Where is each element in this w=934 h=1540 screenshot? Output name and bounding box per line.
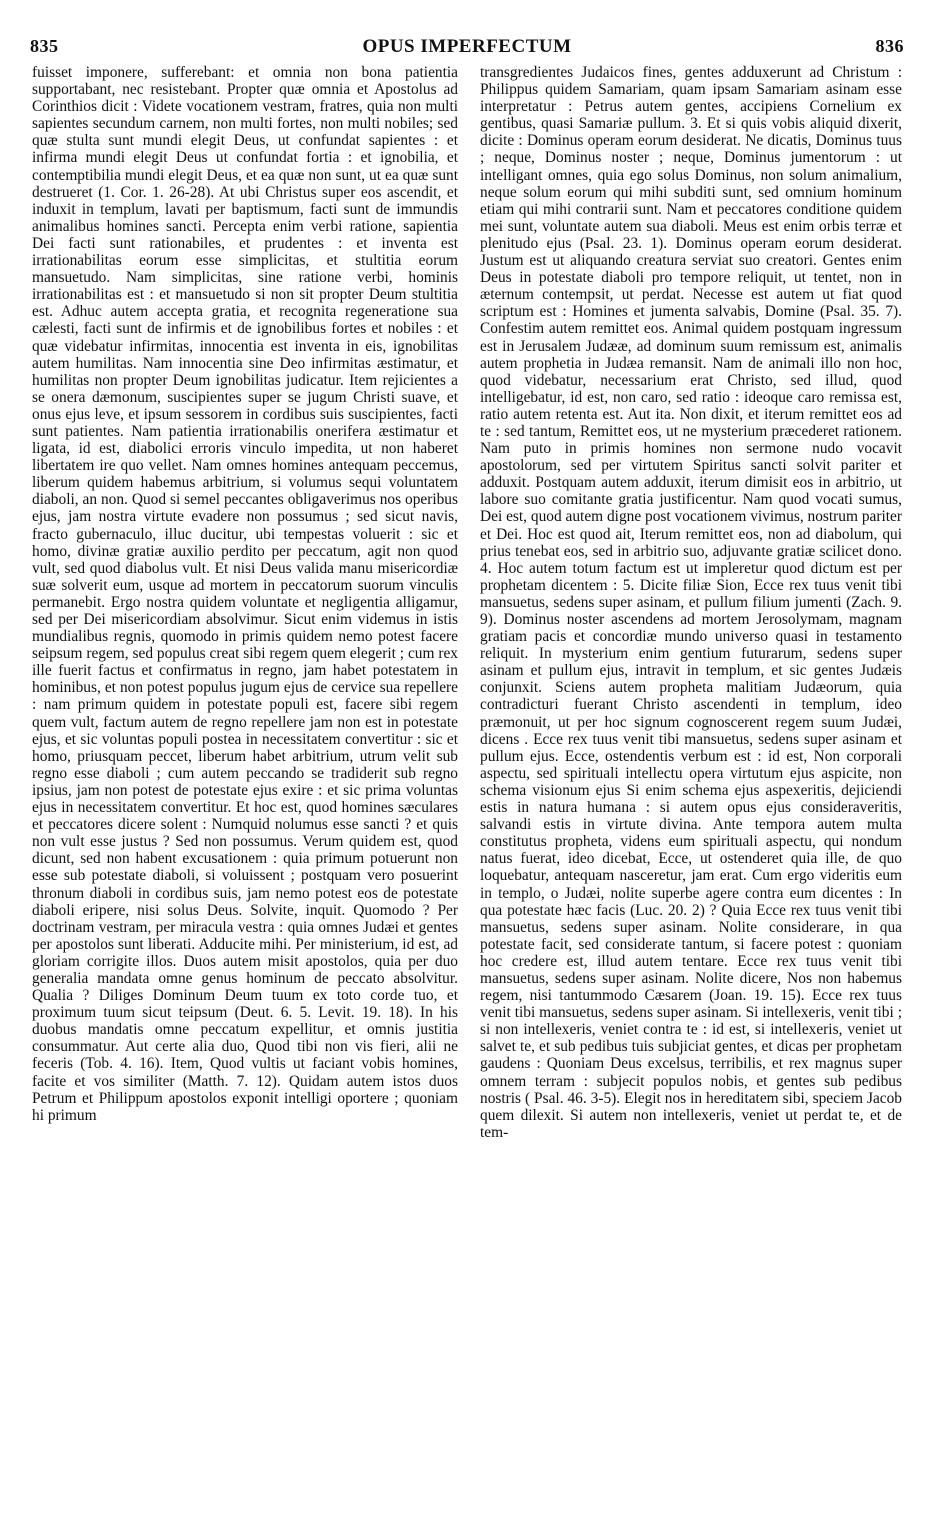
column-right-text: transgredientes Judaicos fines, gentes adduxerunt ad Christum : Philippus quidem Samariam, quam ipsam Samariam asinam esse interpretatur : Petrus autem gentes, accipiens Cornelium ex gentibus, quasi Samariæ pullum. 3. Et si quis vobis aliquid dixerit, dicite : Dominus operam eorum desiderat. Ne dicatis, Dominus tuus ; neque, Dominus noster ; neque, Dominus jumentorum : ut intelligant omnes, quia ego solus Dominus, non solum animalium, neque solum eorum qui mihi subditi sunt, sed omnium hominum etiam qui mihi contrarii sunt. Nam et peccatores conditione quidem mei sunt, voluntate autem sua diaboli. Meus est enim orbis terræ et plenitudo ejus (Psal. 23. 1). Dominus operam eorum desiderat. Justum est ut aliquando creatura serviat suo creatori. Gentes enim Deus in potestate diaboli pro tempore reliquit, ut tentet, non in æternum contempsit, ut perdat. Necesse est autem ut fiat quod scriptum est : Homines et jumenta salvabis, Domine (Psal. 35. 7). Confestim autem remittet eos. Animal quidem postquam ingressum est in Jerusalem Judææ, ad dominum suum remissum est, animalis autem prophetia in Judæa remansit. Nam de animali illo non hoc, quod videbatur, necessarium erat Christo, sed illud, quod intelligebatur, id est, non caro, sed ratio : ideoque caro remissa est, ratio autem retenta est. Aut ita. Non dixit, et iterum remittet eos ad te : sed tantum, Remittet eos, ut ne mysterium præcederet rationem. Nam puto in primis homines non sermone nudo vocavit apostolorum, sed per virtutem Spiritus sancti solvit pariter et adduxit. Postquam autem adduxit, iterum dimisit eos in arbitrio, ut labore suo comitante gratia justificentur. Nam quod vocati sumus, Dei est, quod autem digne post vocationem vivimus, nostrum pariter et Dei. Hoc est quod ait, Iterum remittet eos, non ad diabolum, qui prius tenebat eos, sed in arbitrio suo, adjuvante gratiæ scilicet dono. 4. Hoc autem totum factum est ut impleretur quod dictum est per prophetam dicentem : 5. Dicite filiæ Sion, Ecce rex tuus venit tibi mansuetus, sedens super asinam, et pullum filium jumenti (Zach. 9. 9). Dominus noster ascendens ad mortem Jerosolymam, magnam gratiam pacis et concordiæ mundo universo quasi in testamento reliquit. In mysterium enim gentium futurarum, sedens super asinam et pullum ejus, intravit in templum, et sic gentes Judæis conjunxit. Sciens autem propheta malitiam Judæorum, quia contradicturi fuerant Christo ascendenti in templum, ideo præmonuit, ut per hoc signum cognoscerent regem suum Judæi, dicens . Ecce rex tuus venit tibi mansuetus, sedens super asinam et pullum ejus. Ecce, ostendentis verbum est : id est, Non corporali aspectu, sed spirituali intellectu opera virtutum ejus aspicite, non schema visionum ejus Si enim schema ejus aspexeritis, dejiciendi estis in natura humana : si autem opus ejus consideraveritis, salvandi estis in virtute divina. Ante tempora autem multa constitutus propheta, videns eum spirituali aspectu, qui nondum natus fuerat, ideo dicebat, Ecce, ut ostenderet quia ille, de quo loquebatur, antequam nasceretur, jam erat. Cum ergo videritis eum in templo, o Judæi, nolite superbe agere contra eum dicentes : In qua potestate hæc facis (Luc. 20. 2) ? Quia Ecce rex tuus venit tibi mansuetus, sedens super asinam. Nolite considerare, in qua potestate facit, sed considerate tantum, si facere potest : quoniam hoc credere est, illud autem tentare. Ecce rex tuus venit tibi mansuetus, sedens super asinam. Nolite dicere, Nos non habemus regem, nisi tantummodo Cæsarem (Joan. 19. 15). Ecce rex tuus venit tibi mansuetus, sedens super asinam. Si intellexeris, venit tibi ; si non intellexeris, veniet contra te : id est, si intellexeris, veniet ut salvet te, et sub pedibus tuis subjiciat gentes, et dicas per prophetam gaudens : Quoniam Deus excelsus, terribilis, et rex magnus super omnem terram : subjecit populos nobis, et gentes sub pedibus nostris ( Psal. 46. 3-5). Elegit nos in hereditatem sibi, speciem Jacob quem dilexit. Si autem non intellexeris, veniet ut perdat te, et de tem- [480,64,902,1141]
running-title: OPUS IMPERFECTUM [362,36,572,57]
page-header [30,36,904,66]
column-left-text: fuisset imponere, sufferebant: et omnia non bona patientia supportabant, nec resistebant. Propter quæ omnia et Apostolus ad Corinthios dicit : Videte vocationem vestram, fratres, quia non multi sapientes secundum carnem, non multi fortes, non multi nobiles; sed quæ stulta sunt mundi elegit Deus, ut confundat sapientes : et infirma mundi elegit Deus ut confundat fortia : et ignobilia, et contemptibilia mundi elegit Deus, et ea quæ non sunt, ut ea quæ sunt destrueret (1. Cor. 1. 26-28). At ubi Christus super eos ascendit, et induxit in templum, lavati per baptismum, facti sunt de immundis animalibus homines sancti. Percepta enim verbi ratione, sapientia Dei facti sunt rationabiles, et prudentes : et inventa est irrationabilitas eorum esse simplicitas, et stultitia eorum mansuetudo. Nam simplicitas, sine ratione verbi, hominis irrationabilitas est : et mansuetudo si non sit propter Deum stultitia est. Adhuc autem accepta gratia, et recognita regeneratione sua cælesti, facti sunt de infirmis et de ignobilibus fortes et nobiles : et quæ videbatur infirmitas, innocentia est inventa in eis, ignobilitas autem humilitas. Nam innocentia sine Deo infirmitas æstimatur, et humilitas non propter Deum ignobilitas judicatur. Item rejicientes a se onera dæmonum, suscipientes super se jugum Christi suave, et onus ejus leve, et ipsum sessorem in cordibus suis suscipientes, facti sunt patientes. Nam patientia irrationabilis onerifera æstimatur et ligata, id est, diabolici erroris vinculo impedita, ut non haberet libertatem ire quo vellet. Nam omnes homines antequam peccemus, liberum quidem habemus arbitrium, si volumus sequi voluntatem diaboli, an non. Quod si semel peccantes obligaverimus nos operibus ejus, jam nostra virtute evadere non possumus ; sed sicut navis, fracto gubernaculo, illuc ducitur, ubi tempestas voluerit : sic et homo, divinæ gratiæ auxilio perdito per peccatum, agit non quod vult, sed quod diabolus vult. Et nisi Deus valida manu misericordiæ suæ solverit eum, usque ad mortem in peccatorum suorum vinculis permanebit. Ergo nostra quidem voluntate et negligentia alligamur, sed per Dei misericordiam absolvimur. Sicut enim videmus in istis mundialibus regnis, quomodo in primis quidem nemo potest facere seipsum regem, sed populus creat sibi regem quem elegerit ; cum rex ille fuerit factus et confirmatus in regno, jam habet potestatem in hominibus, et non potest populus jugum ejus de cervice sua repellere : nam primum quidem in potestate populi est, facere sibi regem quem vult, factum autem de regno repellere jam non est in potestate ejus, et sic voluntas populi postea in necessitatem convertitur : sic et homo, priusquam peccet, liberum habet arbitrium, utrum velit sub regno esse diaboli ; cum autem peccando se tradiderit sub regno ipsius, jam non potest de potestate ejus exire : et sic prima voluntas ejus in necessitatem convertitur. Et hoc est, quod homines sæculares et peccatores dicere solent : Numquid nolumus esse sancti ? et quis non vult esse justus ? Sed non possumus. Verum quidem est, quod dicunt, sed non habent excusationem : quia primum potuerunt non esse sub potestate diaboli, si voluissent ; postquam vero posuerint thronum diaboli in cordibus suis, jam nemo potest eos de potestate diaboli eripere, nisi solus Deus. Solvite, inquit. Quomodo ? Per doctrinam vestram, per miracula vestra : quia omnes Judæi et gentes per apostolos sunt liberati. Adducite mihi. Per ministerium, id est, ad gloriam corrigite illos. Duos autem misit apostolos, quia per duo generalia mandata omne genus hominum de peccato absolvitur. Qualia ? Diliges Dominum Deum tuum ex toto corde tuo, et proximum tuum sicut teipsum (Deut. 6. 5. Levit. 19. 18). In his duobus mandatis omne peccatum expellitur, et omnis justitia consummatur. Aut certe alia duo, Quod tibi non vis fieri, alii ne feceris (Tob. 4. 16). Item, Quod vultis ut faciant vobis homines, facite et vos similiter (Matth. 7. 12). Quidam autem istos duos Petrum et Philippum apostolos exponit intelligi oportere ; quoniam hi primum [32,64,458,1124]
text-column-left [32,64,458,1519]
page-number-right: 836 [875,36,904,56]
text-column-right [480,64,902,1519]
page-number-left: 835 [30,36,59,56]
